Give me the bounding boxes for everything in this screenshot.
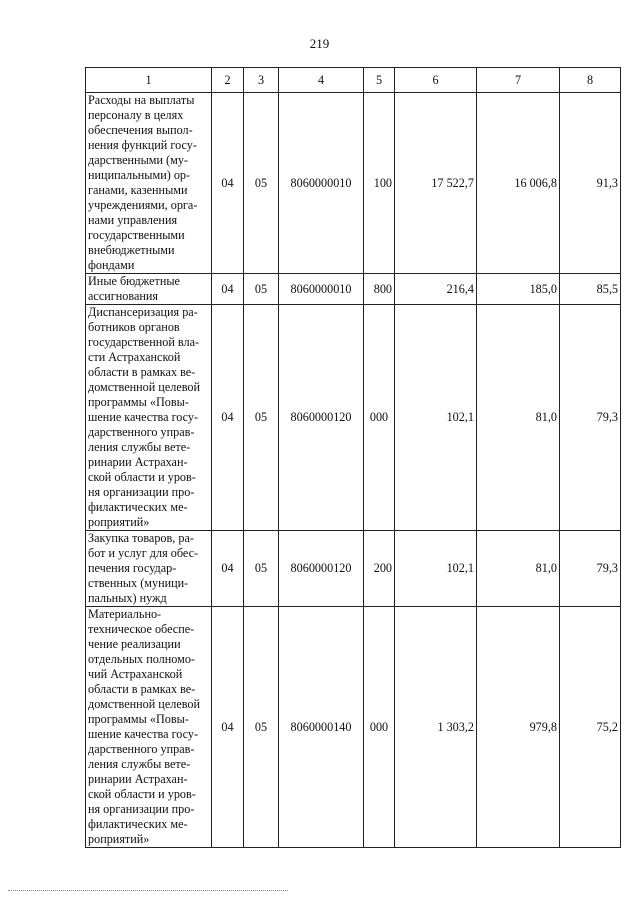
- expense-description: Иные бюджетные ассигнования: [86, 274, 212, 305]
- execution-percent: 75,2: [560, 607, 621, 848]
- column-header: 3: [244, 68, 279, 93]
- column-header: 6: [395, 68, 477, 93]
- section-code: 04: [212, 274, 244, 305]
- section-code: 04: [212, 607, 244, 848]
- section-code: 04: [212, 305, 244, 531]
- execution-percent: 79,3: [560, 305, 621, 531]
- executed-amount: 185,0: [477, 274, 560, 305]
- executed-amount: 16 006,8: [477, 93, 560, 274]
- expense-description: Материально- техническое обеспе- чение реализации отдельных полномо- чий Астраханской области в рамках ве- домственной целевой программы «Повы- шение качества госу- дарственного управ- ления службы вете- ринарии Астрахан- ской области и уров- ня организации про- филактических ме- роприятий»: [86, 607, 212, 848]
- executed-amount: 81,0: [477, 305, 560, 531]
- column-header: 5: [364, 68, 395, 93]
- approved-amount: 102,1: [395, 305, 477, 531]
- budget-table: [85, 67, 621, 848]
- target-article-code: 8060000140: [279, 607, 364, 848]
- target-article-code: 8060000010: [279, 93, 364, 274]
- subsection-code: 05: [244, 305, 279, 531]
- approved-amount: 17 522,7: [395, 93, 477, 274]
- target-article-code: 8060000120: [279, 305, 364, 531]
- execution-percent: 91,3: [560, 93, 621, 274]
- subsection-code: 05: [244, 274, 279, 305]
- execution-percent: 79,3: [560, 531, 621, 607]
- approved-amount: 1 303,2: [395, 607, 477, 848]
- section-code: 04: [212, 531, 244, 607]
- footer-divider: [8, 890, 288, 891]
- approved-amount: 216,4: [395, 274, 477, 305]
- target-article-code: 8060000120: [279, 531, 364, 607]
- header-row: [86, 68, 621, 93]
- approved-amount: 102,1: [395, 531, 477, 607]
- target-article-code: 8060000010: [279, 274, 364, 305]
- column-header: 8: [560, 68, 621, 93]
- expense-description: Закупка товаров, ра- бот и услуг для обес- печения государ- ственных (муници- пальных) нужд: [86, 531, 212, 607]
- subsection-code: 05: [244, 531, 279, 607]
- table-row: [86, 305, 621, 531]
- expense-type-code: 200: [364, 531, 395, 607]
- expense-type-code: 000: [364, 607, 395, 848]
- table-row: [86, 607, 621, 848]
- table-row: [86, 93, 621, 274]
- expense-type-code: 000: [364, 305, 395, 531]
- executed-amount: 81,0: [477, 531, 560, 607]
- subsection-code: 05: [244, 607, 279, 848]
- subsection-code: 05: [244, 93, 279, 274]
- table-row: [86, 531, 621, 607]
- page-number: 219: [309, 36, 330, 51]
- section-code: 04: [212, 93, 244, 274]
- expense-description: Расходы на выплаты персоналу в целях обеспечения выпол- нения функций госу- дарственными (му- ниципальными) ор- ганами, казенными учреждениями, орга- нами управления государственными внебюджетными фондами: [86, 93, 212, 274]
- column-header: 2: [212, 68, 244, 93]
- column-header: 7: [477, 68, 560, 93]
- expense-type-code: 100: [364, 93, 395, 274]
- column-header: 4: [279, 68, 364, 93]
- execution-percent: 85,5: [560, 274, 621, 305]
- expense-type-code: 800: [364, 274, 395, 305]
- column-header: 1: [86, 68, 212, 93]
- expense-description: Диспансеризация ра- ботников органов государственной вла- сти Астраханской области в рамках ве- домственной целевой программы «Повы- шение качества госу- дарственного управ- ления службы вете- ринарии Астрахан- ской области и уров- ня организации про- филактических ме- роприятий»: [86, 305, 212, 531]
- table-row: [86, 274, 621, 305]
- executed-amount: 979,8: [477, 607, 560, 848]
